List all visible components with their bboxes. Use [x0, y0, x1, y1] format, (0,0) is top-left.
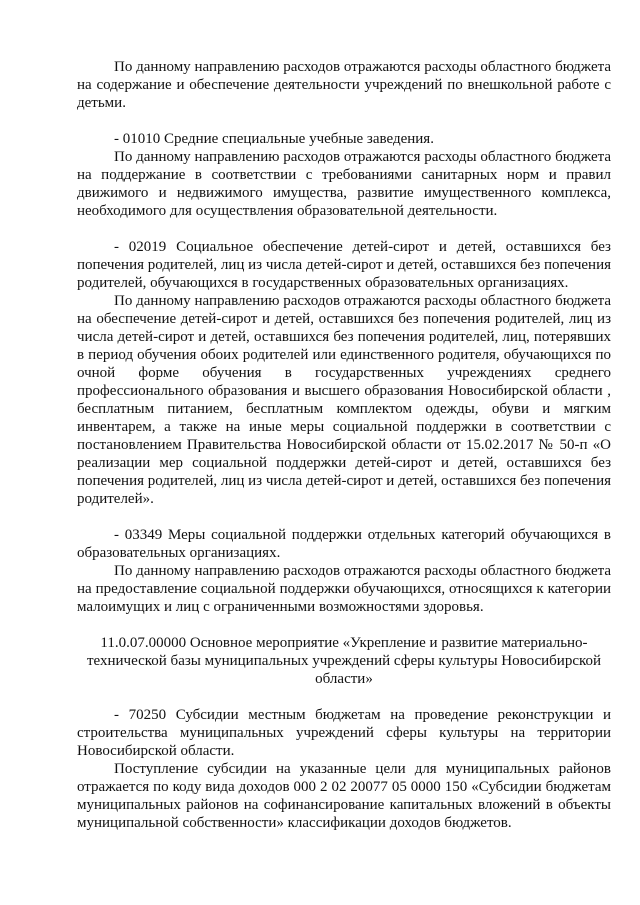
paragraph-extracurricular-expenses: По данному направлению расходов отражаются расходы областного бюджета на содержание и обеспечение деятельности учреждений по внешкольной работе с детьми.	[77, 59, 611, 111]
paragraph-03349-description: По данному направлению расходов отражаются расходы областного бюджета на предоставление социальной поддержки обучающихся, относящихся к категории малоимущих и лиц с ограниченными возможностями здоровья.	[77, 563, 611, 615]
paragraph-02019-description: По данному направлению расходов отражаются расходы областного бюджета на обеспечение детей-сирот и детей, оставшихся без попечения родителей, лиц из числа детей-сирот и детей, оставшихся без попечения родителей, лиц, потерявших в период обучения обоих родителей или единственного родителя, обучающихся по очной форме обучения в государственных учреждениях среднего профессионального образования и высшего образования Новосибирской области , бесплатным питанием, бесплатным комплектом одежды, обуви и мягким инвентарем, а также на иные меры социальной поддержки в соответствии с постановлением Правительства Новосибирской области от 15.02.2017 № 50-п «О реализации мер социальной поддержки детей-сирот и детей, оставшихся без попечения родителей, лиц из числа детей-сирот и детей, оставшихся без попечения родителей».	[77, 293, 612, 507]
document-page	[77, 58, 611, 832]
spacer	[77, 688, 611, 706]
item-70250: - 70250 Субсидии местным бюджетам на проведение реконструкции и строительства муниципальных учреждений сферы культуры на территории Новосибирской области.	[77, 707, 611, 759]
item-02019: - 02019 Социальное обеспечение детей-сирот и детей, оставшихся без попечения родителей, лиц из числа детей-сирот и детей, оставшихся без попечения родителей, обучающихся в государственных образовательных организациях.	[77, 239, 612, 291]
item-01010: - 01010 Средние специальные учебные заведения.	[114, 131, 434, 147]
section-heading: 11.0.07.00000 Основное мероприятие «Укрепление и развитие материально-технической базы муниципальных учреждений сферы культуры Новосибирской области»	[86, 635, 602, 687]
spacer	[77, 112, 611, 130]
spacer	[77, 508, 611, 526]
paragraph-70250-description: Поступление субсидии на указанные цели для муниципальных районов отражается по коду вида доходов 000 2 02 20077 05 0000 150 «Субсидии бюджетам муниципальных районов на софинансирование капитальных вложений в объекты муниципальной собственности» классификации доходов бюджетов.	[77, 761, 611, 831]
spacer	[77, 220, 611, 238]
spacer	[77, 616, 611, 634]
paragraph-01010-description: По данному направлению расходов отражаются расходы областного бюджета на поддержание в соответствии с требованиями санитарных норм и правил движимого и недвижимого имущества, развитие имущественного комплекса, необходимого для осуществления образовательной деятельности.	[77, 149, 611, 219]
item-03349: - 03349 Меры социальной поддержки отдельных категорий обучающихся в образовательных организациях.	[77, 527, 611, 561]
